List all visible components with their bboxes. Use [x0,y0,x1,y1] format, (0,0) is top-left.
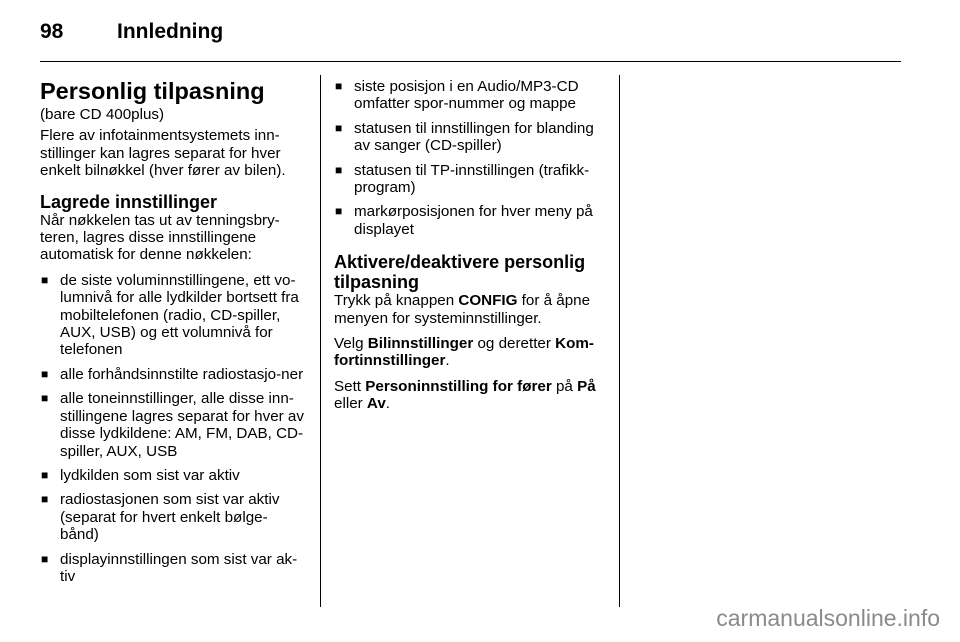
list-item: ■ de siste voluminnstillingene, ett vo-lumnivå for alle lydkilder bortsett fra mobiltelefonen (radio, CD-spiller, AUX, USB) og ett volumnivå for telefonen [40,272,306,359]
subsection-heading: Lagrede innstillinger [40,191,218,212]
menu-name: Bilinnstillinger [367,335,474,353]
saved-settings-list-continued [334,78,604,238]
instruction-paragraph: Sett Personinnstilling for fører på På eller Av. [334,377,596,413]
watermark: carmanualsonline.info [716,605,940,631]
saved-settings-list [40,272,306,586]
header-rule [40,61,901,62]
menu-name: Kom-fortinnstillinger [334,335,594,370]
instruction-paragraph: Velg Bilinnstillinger og deretter Kom-fortinnstillinger. [334,335,594,370]
list-item: ■ radiostasjonen som sist var aktiv (separat for hvert enkelt bølge-bånd) [40,491,306,543]
column-divider-right [619,75,620,607]
list-item: ■ siste posisjon i en Audio/MP3-CD omfatter spor-nummer og mappe [334,78,604,113]
list-item: ■ lydkilden som sist var aktiv [40,467,306,484]
subsection-paragraph: Når nøkkelen tas ut av tenningsbry-teren, lagres disse innstillingene automatisk for denne nøkkelen: [40,211,280,264]
subsection-heading: Aktivere/deaktivere personlig tilpasning [334,252,586,293]
page-number: 98 [40,20,64,43]
page-header [40,20,920,46]
section-title: Personlig tilpasning [40,78,265,104]
option-name: Av [366,395,386,413]
setting-name: Personinnstilling for fører [365,377,552,395]
right-column [334,78,604,421]
instruction-paragraph: Trykk på knappen CONFIG for å åpne menyen for systeminnstillinger. [334,292,591,327]
button-name: CONFIG [458,292,518,310]
chapter-title: Innledning [117,20,224,43]
section-subtitle: (bare CD 400plus) [40,106,165,123]
option-name: På [577,377,596,395]
list-item: ■ displayinnstillingen som sist var ak-tiv [40,551,306,586]
left-column [40,78,306,592]
list-item: ■ markørposisjonen for hver meny på displayet [334,203,604,238]
list-item: ■ alle toneinnstillinger, alle disse inn-stillingene lagres separat for hver av disse lydkildene: AM, FM, DAB, CD-spiller, AUX, USB [40,390,306,460]
column-divider-left [320,75,321,607]
list-item: ■ alle forhåndsinnstilte radiostasjo-ner [40,366,306,383]
list-item: ■ statusen til TP-innstillingen (trafikk-program) [334,162,604,197]
intro-paragraph: Flere av infotainmentsystemets inn-stillinger kan lagres separat for hver enkelt bilnøkkel (hver fører av bilen). [40,127,286,180]
list-item: ■ statusen til innstillingen for blanding av sanger (CD-spiller) [334,120,604,155]
